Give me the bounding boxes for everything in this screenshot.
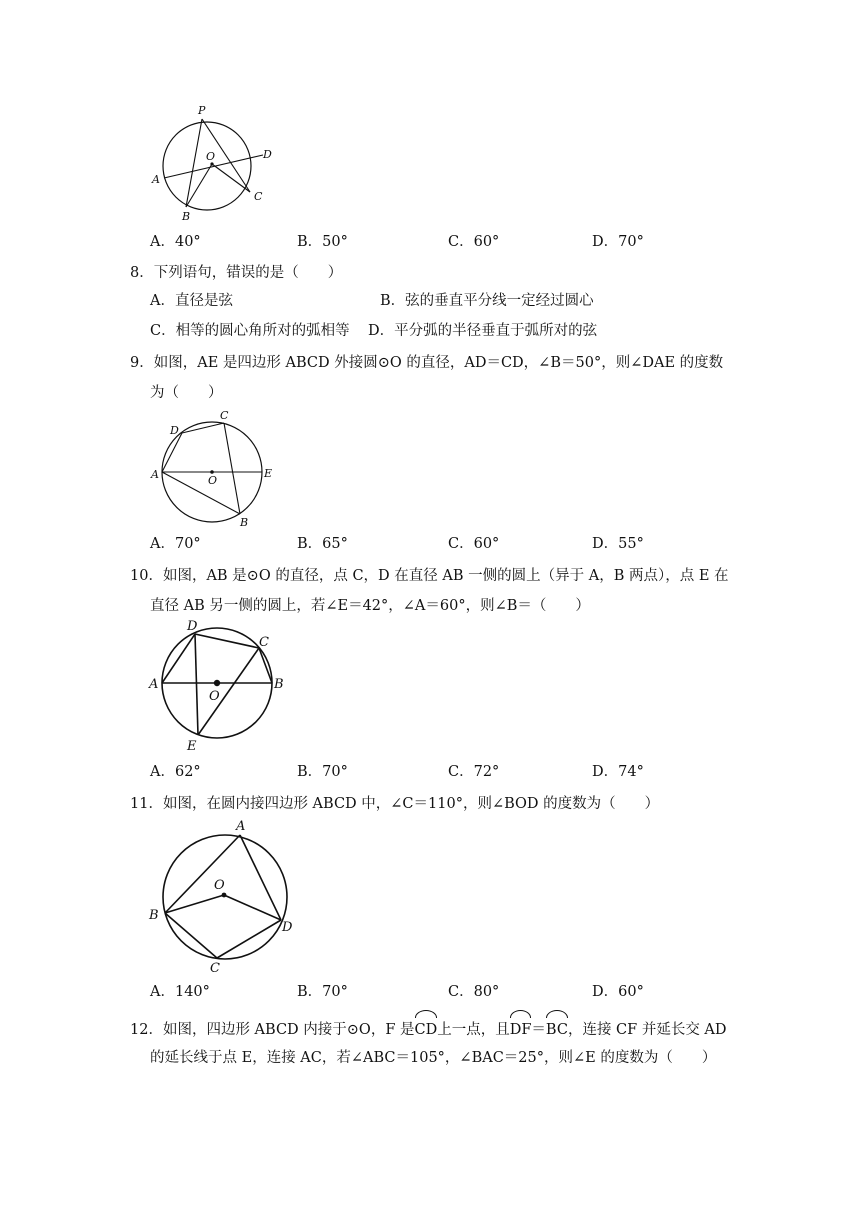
q12-arc-df: DF — [510, 1013, 532, 1045]
q7-option-d: D．70° — [592, 234, 644, 250]
q11-option-d: D．60° — [592, 984, 644, 1000]
q10-stem-line2: 直径 AB 另一侧的圆上，若∠E＝42°，∠A＝60°，则∠B＝（ ） — [150, 598, 590, 614]
q11-label-a: A — [236, 819, 246, 834]
q9-option-d: D．55° — [592, 536, 644, 552]
q11-figure — [145, 815, 305, 975]
q12-stem-line2: 的延长线于点 E，连接 AC，若∠ABC＝105°，∠BAC＝25°，则∠E 的度数为（ ） — [150, 1050, 717, 1066]
q10-label-e: E — [187, 739, 197, 754]
q11-option-c: C．80° — [448, 984, 500, 1000]
q10-option-c: C．72° — [448, 764, 500, 780]
q11-stem: 11．如图，在圆内接四边形 ABCD 中，∠C＝110°，则∠BOD 的度数为（ ） — [130, 796, 660, 812]
q8-option-a: A．直径是弦 — [150, 293, 233, 309]
q12-stem-part2: 上一点，且 — [437, 1022, 510, 1038]
q7-option-b: B．50° — [297, 234, 348, 250]
q9-label-e: E — [264, 467, 273, 480]
q9-label-a: A — [151, 468, 159, 481]
q7-label-c: C — [254, 190, 263, 203]
q7-label-a: A — [152, 173, 160, 186]
q11-label-b: B — [149, 908, 159, 923]
q9-stem-line1: 9．如图，AE 是四边形 ABCD 外接圆⊙O 的直径，AD＝CD，∠B＝50°，则∠DAE 的度数 — [130, 355, 724, 371]
q9-option-a: A．70° — [150, 536, 201, 552]
q10-option-a: A．62° — [150, 764, 201, 780]
q12-stem-part4: ，连接 CF 并延长交 AD — [567, 1022, 727, 1038]
q9-option-c: C．60° — [448, 536, 500, 552]
q10-label-o: O — [209, 689, 220, 704]
q9-option-b: B．65° — [297, 536, 348, 552]
q12-arc-cd: CD — [415, 1013, 438, 1045]
q10-stem-line1: 10．如图，AB 是⊙O 的直径，点 C，D 在直径 AB 一侧的圆上（异于 A，B 两点），点 E 在 — [130, 568, 729, 584]
q8-option-c: C．相等的圆心角所对的弧相等 — [150, 323, 350, 339]
q10-figure — [145, 618, 295, 758]
q12-arc-bc: BC — [546, 1013, 568, 1045]
q11-label-o: O — [214, 878, 225, 893]
q10-label-c: C — [259, 635, 269, 650]
q10-option-d: D．74° — [592, 764, 644, 780]
q9-stem-line2: 为（ ） — [150, 385, 223, 401]
q12-stem-line1 — [130, 1013, 727, 1045]
q9-label-c: C — [220, 409, 229, 422]
q7-label-b: B — [182, 210, 191, 223]
q7-label-d: D — [263, 148, 272, 161]
q10-label-a: A — [149, 677, 159, 692]
q7-figure — [150, 100, 280, 225]
q11-option-b: B．70° — [297, 984, 348, 1000]
q10-option-b: B．70° — [297, 764, 348, 780]
q9-figure — [148, 408, 278, 533]
q9-label-o: O — [208, 474, 218, 487]
q7-label-p: P — [198, 104, 206, 117]
q8-option-d: D．平分弧的半径垂直于弧所对的弦 — [368, 323, 598, 339]
q8-option-b: B．弦的垂直平分线一定经过圆心 — [380, 293, 594, 309]
q8-stem: 8．下列语句，错误的是（ ） — [130, 265, 343, 281]
q10-label-b: B — [274, 677, 284, 692]
q9-label-d: D — [170, 424, 179, 437]
q10-label-d: D — [187, 619, 198, 634]
q12-stem-part3: ＝ — [531, 1022, 546, 1038]
q11-option-a: A．140° — [150, 984, 210, 1000]
q7-option-a: A．40° — [150, 234, 201, 250]
q11-label-d: D — [282, 920, 293, 935]
q7-option-c: C．60° — [448, 234, 500, 250]
q11-label-c: C — [210, 961, 220, 976]
q12-stem-part1: 12．如图，四边形 ABCD 内接于⊙O，F 是 — [130, 1022, 415, 1038]
q7-label-o: O — [206, 150, 216, 163]
q9-label-b: B — [240, 516, 249, 529]
